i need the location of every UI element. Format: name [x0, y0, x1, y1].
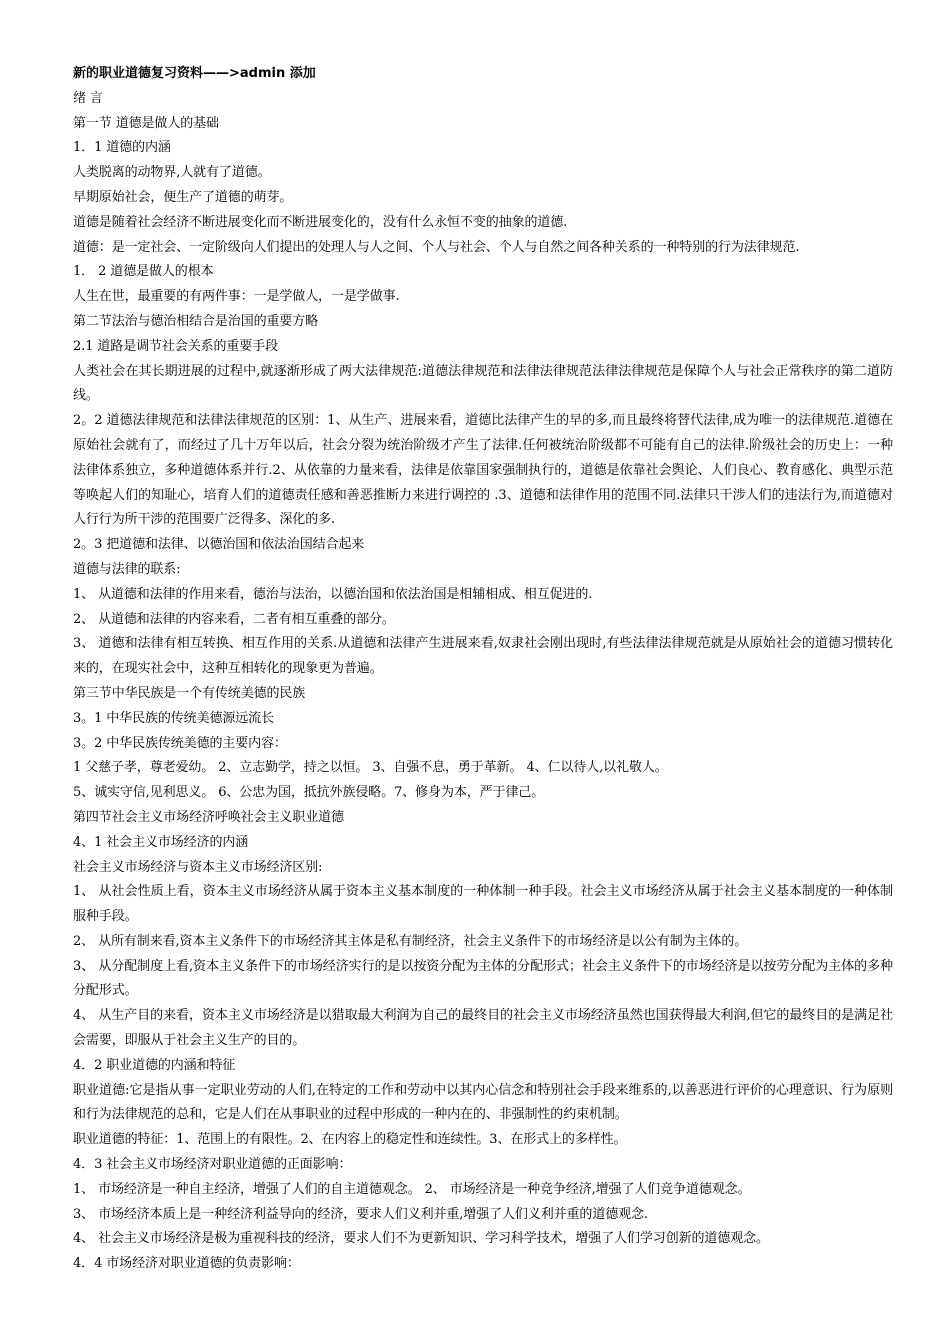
paragraph: 早期原始社会，便生产了道德的萌芽。 [73, 189, 293, 205]
paragraph: 1、 从道德和法律的作用来看，德治与法治，以德治国和依法治国是相辅相成、相互促进的. [73, 586, 593, 602]
paragraph: 1、 市场经济是一种自主经济，增强了人们的自主道德观念。 2、 市场经济是一种竞争经济,增强了人们竞争道德观念。 [73, 1181, 751, 1197]
paragraph: 2、 从所有制来看,资本主义条件下的市场经济其主体是私有制经济，社会主义条件下的市场经济是以公有制为主体的。 [73, 933, 748, 949]
paragraph: 职业道德的特征：1、范围上的有限性。2、在内容上的稳定性和连续性。3、在形式上的多样性。 [73, 1132, 627, 1148]
paragraph: 第一节 道德是做人的基础 [73, 115, 219, 131]
paragraph: 道德是随着社会经济不断进展变化而不断进展变化的，没有什么永恒不变的抽象的道德. [73, 214, 568, 230]
paragraph: 道德与法律的联系: [73, 561, 181, 577]
paragraph: 4、 社会主义市场经济是极为重视科技的经济，要求人们不为更新知识、学习科学技术，增强了人们学习创新的道德观念。 [73, 1231, 769, 1247]
paragraph: 2。2 道德法律规范和法律法律规范的区别：1、从生产、进展来看，道德比法律产生的早的多,而且最终将替代法律,成为唯一的法律规范.道德在原始社会就有了，而经过了几十万年以后，社会分裂为统治阶级才产生了法律.任何被统治阶级都不可能有自己的法律.阶级社会的历史上：一种法律体系独立，多种道德体系并行.2、从依靠的力量来看，法律是依靠国家强制执行的，道德是依靠社会舆论、人们良心、教育感化、典型示范等唤起人们的知耻心，培育人们的道德责任感和善恶推断力来进行调控的 .3、道德和法律作用的范围不同.法律只干涉人们的违法行为,而道德对人行行为所干涉的范围要广泛得多、深化的多. [73, 413, 893, 528]
paragraph: 4、 从生产目的来看，资本主义市场经济是以猎取最大利润为自己的最终目的社会主义市场经济虽然也国获得最大利润,但它的最终目的是满足社会需要，即服从于社会主义生产的目的。 [73, 1008, 893, 1049]
document-body [73, 62, 893, 1277]
document-title: 新的职业道德复习资料——>admin 添加 [73, 66, 316, 81]
paragraph: 1． 2 道德是做人的根本 [73, 264, 214, 280]
paragraph: 绪 言 [73, 90, 103, 106]
paragraph: 第三节中华民族是一个有传统美德的民族 [73, 685, 306, 701]
paragraph: 3、 道德和法律有相互转换、相互作用的关系.从道德和法律产生进展来看,奴隶社会刚出现时,有些法律法律规范就是从原始社会的道德习惯转化来的，在现实社会中，这种互相转化的现象更为普遍。 [73, 636, 893, 677]
paragraph: 3。1 中华民族的传统美德源远流长 [73, 710, 274, 726]
paragraph: 5、诚实守信,见利思义。 6、公忠为国，抵抗外族侵略。7、修身为本，严于律己。 [73, 785, 545, 801]
paragraph: 人类社会在其长期进展的过程中,就逐渐形成了两大法律规范:道德法律规范和法律法律规范法律法律规范是保障个人与社会正常秩序的第二道防线。 [73, 363, 893, 404]
paragraph: 职业道德:它是指从事一定职业劳动的人们,在特定的工作和劳动中以其内心信念和特别社会手段来维系的,以善恶进行评价的心理意识、行为原则和行为法律规范的总和，它是人们在从事职业的过程中形成的一种内在的、非强制性的约束机制。 [73, 1082, 893, 1123]
paragraph: 道德：是一定社会、一定阶级向人们提出的处理人与人之间、个人与社会、个人与自然之间各种关系的一种特别的行为法律规范. [73, 239, 800, 255]
paragraph: 人类脱离的动物界,人就有了道德。 [73, 165, 271, 181]
paragraph: 4．2 职业道德的内涵和特征 [73, 1057, 236, 1073]
paragraph: 3、 从分配制度上看,资本主义条件下的市场经济实行的是以按资分配为主体的分配形式；社会主义条件下的市场经济是以按劳分配为主体的多种分配形式。 [73, 958, 893, 999]
paragraph: 3、 市场经济本质上是一种经济利益导向的经济，要求人们义利并重,增强了人们义利并重的道德观念. [73, 1206, 648, 1222]
paragraph: 1 父慈子孝，尊老爱幼。 2、立志勤学，持之以恒。 3、自强不息，勇于革新。 4、仁以待人,以礼敬人。 [73, 760, 668, 776]
paragraph: 4．4 市场经济对职业道德的负责影响： [73, 1256, 300, 1272]
paragraph: 社会主义市场经济与资本主义市场经济区别: [73, 859, 323, 875]
paragraph: 第四节社会主义市场经济呼唤社会主义职业道德 [73, 809, 344, 825]
paragraph: 1．1 道德的内涵 [73, 140, 171, 156]
paragraph: 3。2 中华民族传统美德的主要内容： [73, 735, 287, 751]
paragraph: 第二节法治与德治相结合是治国的重要方略 [73, 313, 319, 329]
paragraph-list [73, 87, 893, 1277]
paragraph: 2.1 道路是调节社会关系的重要手段 [73, 338, 279, 354]
paragraph: 2。3 把道德和法律、以德治国和依法治国结合起来 [73, 537, 365, 553]
paragraph: 1、 从社会性质上看，资本主义市场经济从属于资本主义基本制度的一种体制一种手段。社会主义市场经济从属于社会主义基本制度的一种体制服种手段。 [73, 884, 893, 925]
paragraph: 人生在世，最重要的有两件事：一是学做人，一是学做事. [73, 289, 400, 305]
paragraph: 4、1 社会主义市场经济的内涵 [73, 834, 249, 850]
paragraph: 4．3 社会主义市场经济对职业道德的正面影响： [73, 1157, 352, 1173]
paragraph: 2、 从道德和法律的内容来看，二者有相互重叠的部分。 [73, 611, 395, 627]
